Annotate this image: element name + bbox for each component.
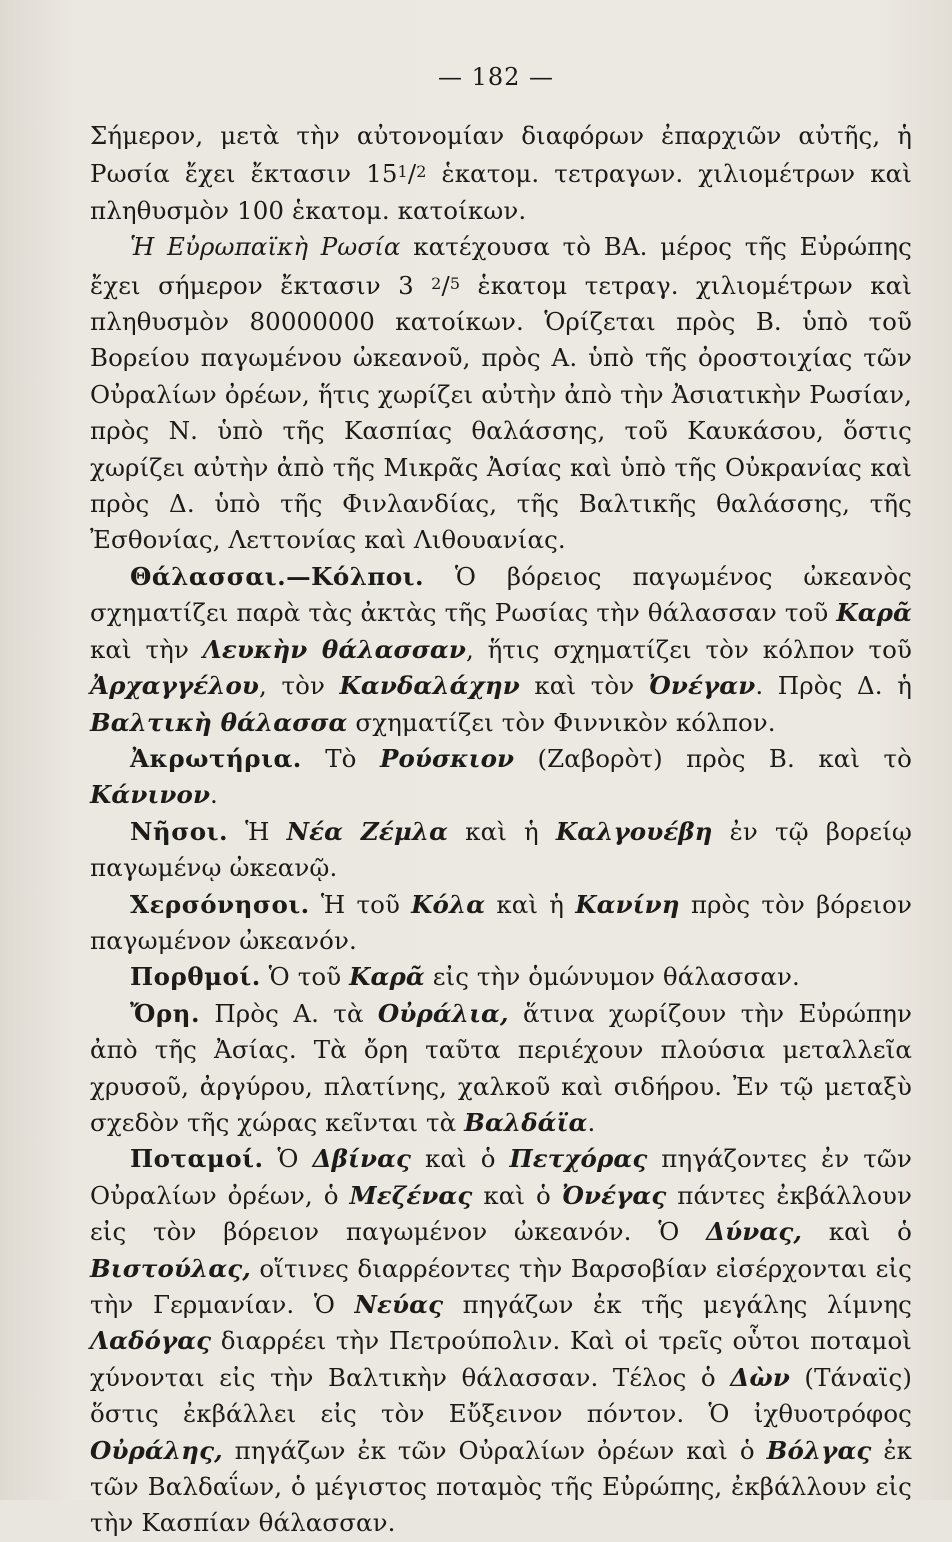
text-run: (Τάναϊς) ὅστις ἐκβάλλει εἰς τὸν Εὔξεινον πόντον. Ὁ ἰχθυοτρόφος bbox=[90, 1362, 912, 1429]
text-run: , τὸν bbox=[259, 671, 340, 701]
text-run: Σήμερον, μετὰ τὴν αὐτονομίαν διαφόρων ἐπαρχιῶν αὐτῆς, ἡ Ρωσία ἔχει ἔκτασιν 15 bbox=[90, 121, 912, 189]
text-run: ἐκ τῶν Βαλδαΐων, ὁ μέγιστος ποταμὸς τῆς Εὐρώπης, ἐκβάλλουν εἰς τὴν Κασπίαν θάλασσαν. bbox=[90, 1435, 912, 1538]
emphasized-term: Κάνινον bbox=[90, 780, 211, 810]
text-run: καὶ ἡ bbox=[448, 816, 556, 846]
emphasized-term: Οὐράλια, bbox=[377, 998, 509, 1028]
text-run: Πρὸς Α. τὰ bbox=[200, 998, 378, 1028]
text-run: Ἡ bbox=[228, 816, 287, 846]
text-run: . Πρὸς Δ. ἡ bbox=[755, 671, 912, 701]
fraction-digit: 2 bbox=[416, 162, 427, 182]
text-run: (Ζαβορὸτ) πρὸς Β. καὶ τὸ bbox=[514, 743, 912, 773]
emphasized-term: Πετχόρας bbox=[509, 1144, 648, 1174]
text-run: ἑκατομ τετραγ. χιλιομέτρων καὶ πληθυσμὸν 80000000 κατοίκων. Ὁρίζεται πρὸς Β. ὑπὸ τοῦ Βορείου παγωμένου ὠκεανοῦ, πρὸς Α. ὑπὸ τῆς ὀροστοιχίας τῶν Οὐραλίων ὀρέων, ἥτις χωρίζει αὐτὴν ἀπὸ τὴν Ἀσιατικὴν Ρωσίαν, πρὸς Ν. ὑπὸ τῆς Κασπίας θαλάσσης, τοῦ Καυκάσου, ὅστις χωρίζει αὐτὴν ἀπὸ τῆς Μικρᾶς Ἀσίας καὶ ὑπὸ τῆς Οὐκρανίας καὶ πρὸς Δ. ὑπὸ τῆς Φινλανδίας, τῆς Βαλτικῆς θαλάσσης, τῆς Ἐσθονίας, Λεττονίας καὶ Λιθουανίας. bbox=[90, 270, 912, 555]
paragraph-islands bbox=[90, 814, 912, 887]
text-run: . bbox=[210, 780, 218, 810]
emphasized-term: Ρούσκιον bbox=[379, 743, 515, 773]
text-run: καὶ ὁ bbox=[472, 1180, 562, 1210]
paragraph-capes bbox=[90, 741, 912, 814]
emphasized-term: Βιστούλας, bbox=[90, 1253, 251, 1283]
emphasized-term: Ὀνέγας bbox=[561, 1180, 667, 1210]
section-heading: Ἀκρωτήρια. bbox=[130, 743, 302, 773]
emphasized-term: Δὼν bbox=[730, 1362, 790, 1392]
page-text bbox=[90, 118, 912, 1542]
emphasized-term: Κανίνη bbox=[575, 889, 680, 919]
text-run: πηγάζων ἐκ τῶν Οὐραλίων ὀρέων καὶ ὁ bbox=[222, 1435, 767, 1465]
text-run: Ὁ βόρειος παγωμένος ὠκεανὸς σχηματίζει παρὰ τὰς ἀκτὰς τῆς Ρωσίας τὴν θάλασσαν τοῦ bbox=[90, 561, 912, 628]
emphasized-term: Δύνας, bbox=[706, 1217, 802, 1247]
section-heading: Νῆσοι. bbox=[130, 816, 228, 846]
emphasized-term: Μεζένας bbox=[349, 1180, 473, 1210]
emphasized-term: Λαδόγας bbox=[90, 1326, 212, 1356]
paragraph-straits bbox=[90, 959, 912, 995]
text-run: Ὁ τοῦ bbox=[260, 962, 350, 992]
emphasized-term: Νεύας bbox=[354, 1290, 444, 1319]
text-run: πηγάζων ἐκ τῆς μεγάλης λίμνης bbox=[443, 1290, 912, 1319]
page-number: — 182 — bbox=[437, 63, 555, 91]
paragraph-european-russia bbox=[90, 229, 912, 559]
emphasized-term: Βαλτικὴ θάλασσα bbox=[90, 707, 348, 737]
paragraph-peninsulas bbox=[90, 887, 912, 960]
paragraph-intro bbox=[90, 118, 912, 229]
text-run: ἑκατομ. τετραγων. χιλιομέτρων καὶ πληθυσμὸν 100 ἑκατομ. κατοίκων. bbox=[90, 159, 912, 225]
text-run: / bbox=[441, 270, 450, 300]
text-run: , ἥτις σχηματίζει τὸν κόλπον τοῦ bbox=[465, 634, 912, 664]
text-run: Ἡ τοῦ bbox=[309, 889, 412, 919]
text-run: καὶ ἡ bbox=[485, 889, 576, 919]
text-run: διαρρέει τὴν Πετρούπολιν. Καὶ οἱ τρεῖς οὗτοι ποταμοὶ χύνονται εἰς τὴν Βαλτικὴν θάλασσαν. Τέλος ὁ bbox=[90, 1326, 912, 1392]
emphasized-term: Δβίνας bbox=[312, 1144, 412, 1174]
section-heading: Ποταμοί. bbox=[130, 1144, 264, 1174]
fraction-digit: 2 bbox=[431, 273, 442, 293]
section-heading: Πορθμοί. bbox=[130, 962, 261, 992]
fraction-digit: 1 bbox=[397, 162, 408, 182]
paragraph-mountains bbox=[90, 996, 912, 1142]
text-run: σχηματίζει τὸν Φιννικὸν κόλπον. bbox=[347, 707, 776, 737]
emphasized-term: Καλγουέβη bbox=[555, 816, 713, 846]
emphasized-term: Λευκὴν θάλασσαν bbox=[202, 634, 466, 664]
text-run: καὶ ὁ bbox=[802, 1217, 913, 1247]
text-run: ἐν τῷ βορείῳ παγωμένῳ ὠκεανῷ. bbox=[90, 816, 912, 883]
text-run: πάντες ἐκβάλλουν εἰς τὸν βόρειον παγωμένον ὠκεανόν. Ὁ bbox=[90, 1180, 912, 1247]
emphasized-term: Νέα Ζέμλα bbox=[286, 816, 449, 846]
paragraph-rivers bbox=[90, 1141, 912, 1541]
emphasized-term: Βαλδάϊα bbox=[464, 1107, 588, 1137]
emphasized-term: Οὐράλης, bbox=[90, 1435, 223, 1465]
text-run: Τὸ bbox=[301, 743, 380, 773]
text-run: κατέχουσα τὸ ΒΑ. μέρος τῆς Εὐρώπης ἔχει σήμερον ἔκτασιν 3 bbox=[90, 232, 912, 300]
emphasized-term: Καρᾶ bbox=[836, 598, 912, 628]
emphasized-term: Ἡ Εὐρωπαϊκὴ Ρωσία bbox=[130, 232, 401, 262]
paragraph-seas bbox=[90, 559, 912, 741]
text-run: / bbox=[407, 159, 417, 189]
text-run: καὶ τὸν bbox=[519, 671, 649, 701]
text-run: καὶ ὁ bbox=[411, 1144, 510, 1174]
fraction-digit: 5 bbox=[449, 273, 461, 293]
text-run: καὶ τὴν bbox=[90, 634, 203, 664]
emphasized-term: Ὀνέγαν bbox=[648, 671, 756, 701]
emphasized-term: Κόλα bbox=[411, 889, 486, 919]
text-run: Ὁ bbox=[263, 1144, 313, 1174]
emphasized-term: Κανδαλάχην bbox=[339, 671, 520, 701]
emphasized-term: Ἀρχαγγέλου bbox=[90, 671, 260, 701]
text-run: . bbox=[587, 1107, 596, 1137]
text-run: οἵτινες διαρρέοντες τὴν Βαρσοβίαν εἰσέρχονται εἰς τὴν Γερμανίαν. Ὁ bbox=[90, 1253, 912, 1319]
text-run: ἅτινα χωρίζουν τὴν Εὐρώπην ἀπὸ τῆς Ἀσίας. Τὰ ὄρη ταῦτα περιέχουν πλούσια μεταλλεῖα χρυσοῦ, ἀργύρου, πλατίνης, χαλκοῦ καὶ σιδήρου. Ἐν τῷ μεταξὺ σχεδὸν τῆς χώρας κεῖνται τὰ bbox=[90, 998, 912, 1137]
emphasized-term: Καρᾶ bbox=[349, 962, 425, 992]
section-heading: Χερσόνησοι. bbox=[130, 889, 310, 919]
text-run: εἰς τὴν ὁμώνυμον θάλασσαν. bbox=[424, 962, 800, 992]
section-heading: Θάλασσαι.—Κόλποι. bbox=[130, 561, 425, 591]
text-run: πηγάζοντες ἐν τῶν Οὐραλίων ὀρέων, ὁ bbox=[90, 1144, 912, 1210]
emphasized-term: Βόλγας bbox=[766, 1435, 872, 1465]
section-heading: Ὄρη. bbox=[130, 998, 200, 1028]
text-run: πρὸς τὸν βόρειον παγωμένον ὠκεανόν. bbox=[90, 889, 912, 955]
